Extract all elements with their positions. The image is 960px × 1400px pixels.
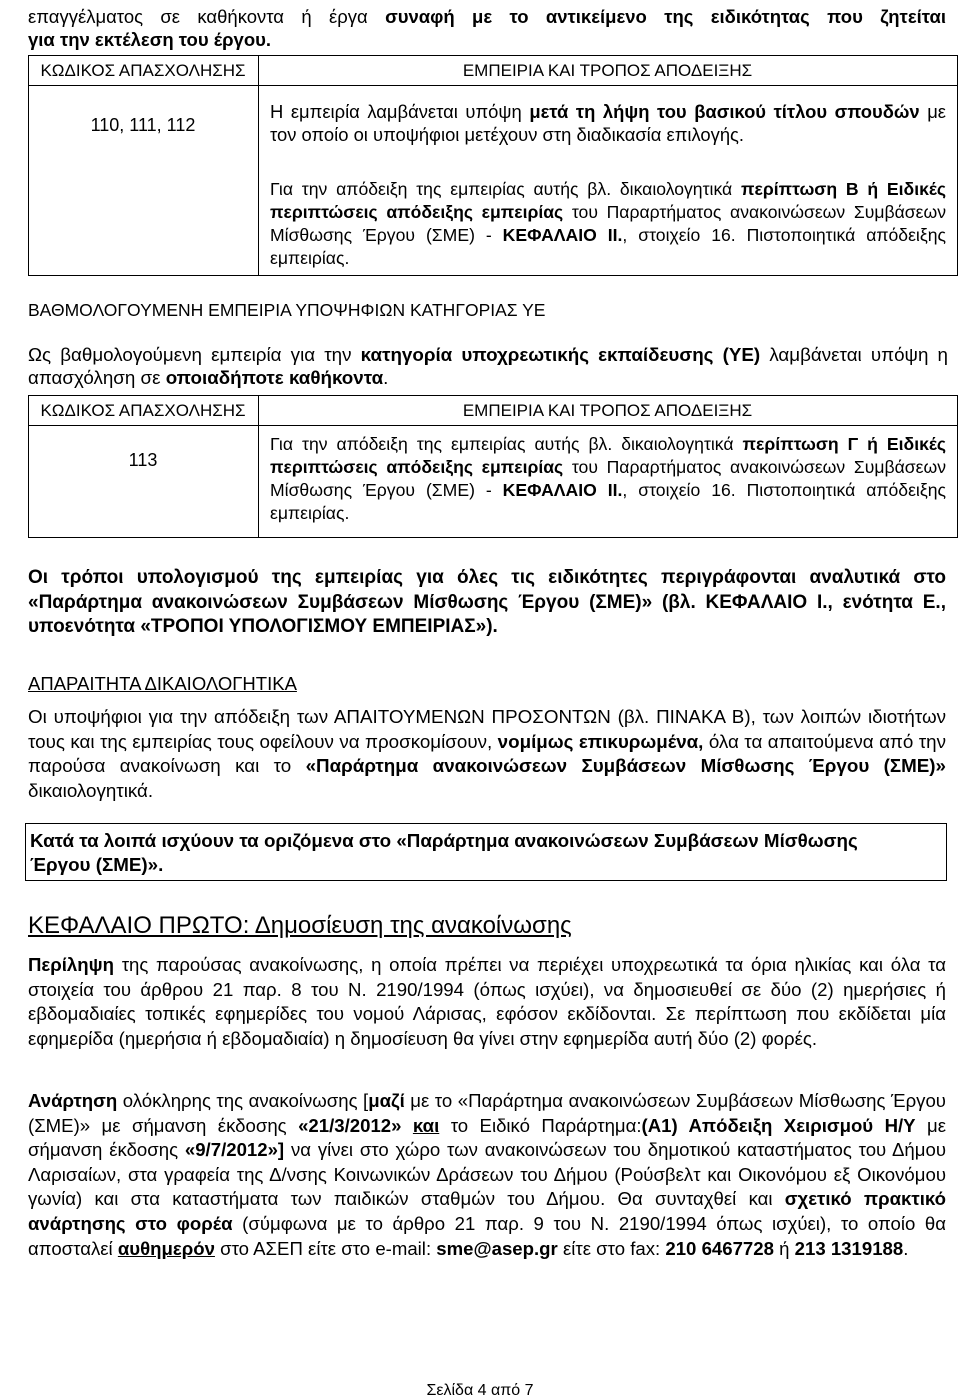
- section-ye-text-e: .: [383, 367, 389, 388]
- posting-text-h: το Ειδικό Παράρτημα:: [439, 1114, 642, 1136]
- chapter-one-title-text: ΚΕΦΑΛΑΙΟ ΠΡΩΤΟ: Δημοσίευση της ανακοίνωσης: [28, 912, 572, 939]
- table1-mid-border: [258, 55, 259, 275]
- section-ye-text-a: Ως βαθμολογούμενη εμπειρία για την: [28, 344, 361, 365]
- table1-p1-bold: μετά τη λήψη του βασικού τίτλου σπουδών: [529, 101, 920, 122]
- chapter-one-posting: [28, 1089, 946, 1261]
- posting-bold-i: (Α1) Απόδειξη Χειρισμού Η/Υ: [641, 1114, 916, 1136]
- section-ye-title: ΒΑΘΜΟΛΟΓΟΥΜΕΝΗ ΕΜΠΕΙΡΙΑ ΥΠΟΨΗΦΙΩΝ ΚΑΤΗΓΟΡΙΑΣ ΥΕ: [28, 300, 546, 320]
- required-docs-text-c: όλα τα απαιτούμενα από την παρούσα ανακοίνωση και το: [28, 730, 947, 776]
- section-ye-bold-d: οποιαδήποτε καθήκοντα: [165, 367, 384, 388]
- table1-header-bottom-border: [28, 85, 958, 86]
- table2-text-c: του Παραρτήματος ανακοινώσεων Συμβάσεων Μίσθωσης Έργου (ΣΜΕ) -: [270, 457, 946, 500]
- posting-bold-k: «9/7/2012»]: [184, 1139, 285, 1161]
- required-docs-bold-d: «Παράρτημα ανακοινώσεων Συμβάσεων Μίσθωσης Έργου (ΣΜΕ)»: [305, 755, 946, 776]
- table2-col2-header: ΕΜΠΕΙΡΙΑ ΚΑΙ ΤΡΟΠΟΣ ΑΠΟΔΕΙΞΗΣ: [462, 401, 753, 420]
- table1-p1-text-c: με τον οποίο οι υποψήφιοι μετέχουν στη διαδικασία επιλογής.: [270, 101, 946, 145]
- table2-paragraph: [270, 433, 946, 525]
- posting-text-p: στο ΑΣΕΠ είτε στο e-mail:: [214, 1237, 437, 1259]
- required-docs-text-a: Οι υποψήφιοι για την απόδειξη των ΑΠΑΙΤΟΥΜΕΝΩΝ ΠΡΟΣΟΝΤΩΝ (βλ. ΠΙΝΑΚΑ Β), των λοιπών ιδιοτήτων τους και της εμπειρίας τους οφείλουν να προσκομίσουν,: [28, 706, 946, 752]
- posting-bold-o: αυθημερόν: [117, 1237, 215, 1259]
- required-docs-paragraph: [28, 705, 946, 803]
- table1-left-border: [28, 55, 29, 275]
- table1-paragraph-1: [270, 100, 946, 146]
- table2-bold: περίπτωση Γ ή Ειδικές περιπτώσεις απόδειξης εμπειρίας: [270, 434, 946, 477]
- posting-bold-g: και: [412, 1114, 440, 1136]
- posting-text-v: .: [903, 1237, 909, 1259]
- intro-line-1: [28, 5, 946, 28]
- table1-code: 110, 111, 112: [90, 115, 196, 135]
- posting-text-b: ολόκληρης της ανακοίνωσης [: [117, 1090, 369, 1111]
- table2-code: 113: [128, 450, 158, 470]
- table2-right-border: [957, 395, 958, 537]
- table2-col1-header: ΚΩΔΙΚΟΣ ΑΠΑΣΧΟΛΗΣΗΣ: [40, 401, 246, 420]
- chapter-one-summary: [28, 953, 946, 1051]
- required-docs-text-e: δικαιολογητικά.: [28, 779, 154, 801]
- chapter-one-title: [28, 911, 572, 941]
- required-docs-bold-b: νομίμως επικυρωμένα,: [497, 730, 704, 752]
- summary-bold-label: Περίληψη: [28, 954, 114, 975]
- table1-bottom-border: [28, 275, 958, 276]
- table1-col2-header: ΕΜΠΕΙΡΙΑ ΚΑΙ ΤΡΟΠΟΣ ΑΠΟΔΕΙΞΗΣ: [462, 61, 753, 80]
- posting-bold-c: μαζί: [368, 1090, 405, 1111]
- section-ye-text-c: λαμβάνεται υπόψη η απασχόληση σε: [28, 344, 948, 388]
- table1-p2-chapter: ΚΕΦΑΛΑΙΟ ΙΙ.: [502, 225, 623, 245]
- page-number: Σελίδα 4 από 7: [426, 1382, 534, 1399]
- table1-p2-text-c: του Παραρτήματος ανακοινώσεων Συμβάσεων Μίσθωσης Έργου (ΣΜΕ) -: [270, 202, 946, 245]
- posting-text-r: είτε στο fax:: [557, 1237, 666, 1259]
- required-docs-title-text: ΑΠΑΡΑΙΤΗΤΑ ΔΙΚΑΙΟΛΟΓΗΤΙΚΑ: [28, 673, 297, 694]
- table2-text-e: , στοιχείο 16. Πιστοποιητικά απόδειξης εμπειρίας.: [270, 480, 946, 523]
- table1-p2-bold: περίπτωση Β ή Ειδικές περιπτώσεις απόδειξης εμπειρίας: [270, 179, 947, 222]
- posting-text-l: να γίνει στο χώρο των ανακοινώσεων του δημοτικού καταστήματος του Δήμου Λαρισαίων, στα γραφεία της Δ/νσης Κοινωνικών Δράσεων του Δήμου (Ρούσβελτ και Οικονόμου εξ Οικονόμου γωνία) και στα καταστήματα των παιδικών σταθμών του Δήμου. Θα συνταχθεί και: [28, 1139, 946, 1210]
- table1-p1-text-a: Η εμπειρία λαμβάνεται υπόψη: [270, 101, 530, 122]
- table1-paragraph-2: [270, 178, 946, 270]
- intro-line-2: [28, 28, 946, 51]
- intro-text: επαγγέλματος σε καθήκοντα ή έργα: [28, 6, 386, 27]
- posting-fax-2: 213 1319188: [794, 1237, 904, 1259]
- posting-text-j: με σήμανση έκδοσης: [28, 1114, 946, 1161]
- posting-text-d: με το «Παράρτημα ανακοινώσεων Συμβάσεων Μίσθωσης Έργου (ΣΜΕ)» με σήμανση έκδοσης: [28, 1090, 946, 1136]
- posting-bold-e: «21/3/2012»: [298, 1114, 402, 1136]
- summary-text: της παρούσας ανακοίνωσης, η οποία πρέπει να περιέχει υποχρεωτικά τα όρια ηλικίας και όλα τα στοιχεία του άρθρου 21 παρ. 8 του Ν. 2190/1994 (όπως ισχύει), να δημοσιευθεί σε δύο (2) ημερήσιες ή εβδομαδιαίες τοπικές εφημερίδες του νομού Λάρισας, εφόσον εκδίδονται. Σε περίπτωση που εκδίδεται μία εφημερίδα (ημερήσια ή εβδομαδιαία) η δημοσίευση θα γίνει στην εφημερίδα αυτή δύο (2) φορές.: [28, 954, 946, 1049]
- table2-bottom-border: [28, 537, 958, 538]
- calc-methods-paragraph: Οι τρόποι υπολογισμού της εμπειρίας για όλες τις ειδικότητες περιγράφονται αναλυτικά στο «Παράρτημα ανακοινώσεων Συμβάσεων Μίσθωσης Έργου (ΣΜΕ)» (βλ. ΚΕΦΑΛΑΙΟ Ι., ενότητα Ε., υποενότητα «ΤΡΟΠΟΙ ΥΠΟΛΟΓΙΣΜΟΥ ΕΜΠΕΙΡΙΑΣ»).: [28, 567, 946, 637]
- required-docs-title: [28, 673, 297, 695]
- table2-header-bottom-border: [28, 425, 958, 426]
- section-ye-paragraph: [28, 343, 948, 389]
- table2-chapter: ΚΕΦΑΛΑΙΟ ΙΙ.: [502, 480, 623, 500]
- table1-right-border: [957, 55, 958, 275]
- table2-top-border: [28, 395, 958, 396]
- posting-bold-a: Ανάρτηση: [28, 1090, 118, 1111]
- table1-top-border: [28, 55, 958, 56]
- notice-box-text: Κατά τα λοιπά ισχύουν τα οριζόμενα στο «Παράρτημα ανακοινώσεων Συμβάσεων Μίσθωσης Έργου (ΣΜΕ)».: [30, 830, 858, 875]
- posting-text-n: (σύμφωνα με το άρθρο 21 παρ. 9 του Ν. 2190/1994 όπως ισχύει), το οποίο θα αποσταλεί: [28, 1212, 947, 1259]
- intro-bold-text: συναφή με το αντικείμενο της ειδικότητας που ζητείται: [385, 6, 946, 27]
- section-ye-bold-b: κατηγορία υποχρεωτικής εκπαίδευσης (ΥΕ): [360, 344, 761, 365]
- table1-p2-text-a: Για την απόδειξη της εμπειρίας αυτής βλ. δικαιολογητικά: [270, 179, 742, 199]
- table1-col1-header: ΚΩΔΙΚΟΣ ΑΠΑΣΧΟΛΗΣΗΣ: [40, 61, 246, 80]
- posting-fax-1: 210 6467728: [665, 1237, 774, 1259]
- notice-box: [25, 823, 947, 881]
- posting-text-t: ή: [773, 1237, 795, 1259]
- posting-bold-m: σχετικό πρακτικό ανάρτησης στο φορέα: [28, 1188, 946, 1234]
- posting-email: sme@asep.gr: [436, 1237, 558, 1259]
- table1-p2-text-e: , στοιχείο 16. Πιστοποιητικά απόδειξης εμπειρίας.: [270, 225, 946, 268]
- intro-bold-line2: για την εκτέλεση του έργου.: [28, 29, 272, 50]
- posting-text-f: [401, 1115, 412, 1136]
- table2-text-a: Για την απόδειξη της εμπειρίας αυτής βλ. δικαιολογητικά: [270, 434, 743, 454]
